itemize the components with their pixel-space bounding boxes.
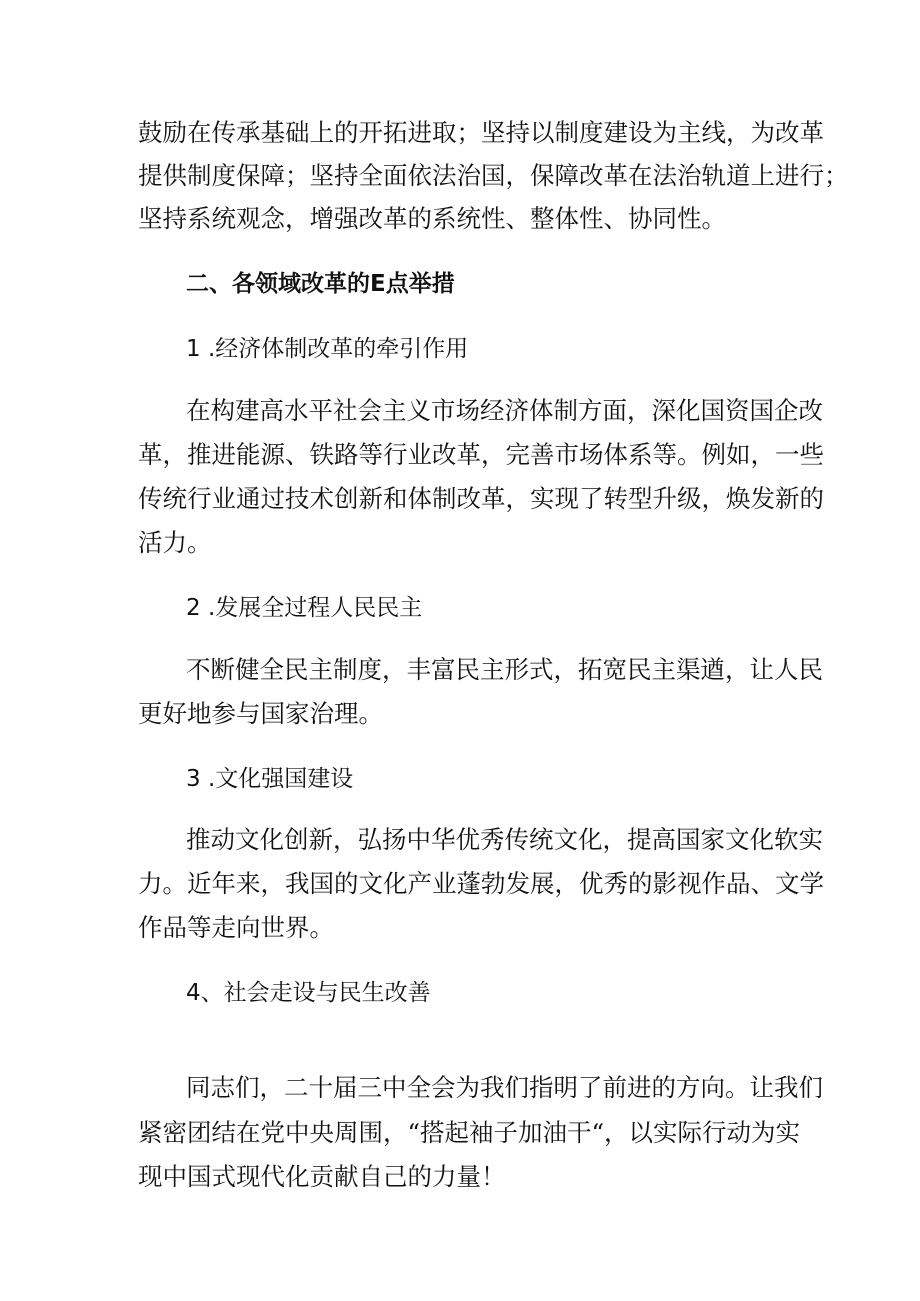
text-line: 推动文化创新，弘扬中华优秀传统文化，提高国家文化软实 bbox=[186, 825, 823, 854]
text-line: 作品等走向世界。 bbox=[138, 913, 334, 942]
text-line: 不断健全民主制度，丰富民主形式，拓宽民主渠遒，让人民 bbox=[186, 655, 823, 684]
text-line: 鼓励在传承基础上的开拓进取；坚持以制度建设为主线，为改革 bbox=[138, 118, 824, 147]
text-line: 在构建高水平社会主义市场经济体制方面，深化国资国企改 bbox=[186, 396, 823, 425]
section-title: 3 .文化强国建设 bbox=[186, 766, 354, 792]
text-line: 同志们，二十届三中全会为我们指明了前进的方向。让我们 bbox=[186, 1073, 823, 1102]
text-line: 活力。 bbox=[138, 528, 212, 557]
section-title: 2 .发展全过程人民民主 bbox=[186, 595, 423, 621]
section-title: 1 .经济体制改革的牵引作用 bbox=[186, 336, 469, 362]
section-title: 4、社会走设与民生改善 bbox=[186, 980, 431, 1006]
text-line: 现中国式现代化贡献自己的力量！ bbox=[138, 1162, 506, 1191]
text-line: 提供制度保障；坚持全面依法治国，保障改革在法治轨道上进行； bbox=[138, 161, 849, 190]
text-line: 坚持系统观念，增强改革的系统性、整体性、协同性。 bbox=[138, 204, 726, 233]
text-line: 传统行业通过技术创新和体制改革，实现了转型升级，焕发新的 bbox=[138, 484, 824, 513]
text-line: 力。近年来，我国的文化产业蓬勃发展，优秀的影视作品、文学 bbox=[138, 869, 824, 898]
section-heading: 二、各领域改革的E点举措 bbox=[186, 271, 455, 297]
text-line: 更好地参与国家治理。 bbox=[138, 699, 383, 728]
text-line: 革，推进能源、铁路等行业改革，完善市场体系等。例如，一些 bbox=[138, 440, 824, 469]
text-line: 紧密团结在党中央周围，“搭起袖子加油干“，以实际行动为实 bbox=[138, 1118, 801, 1147]
